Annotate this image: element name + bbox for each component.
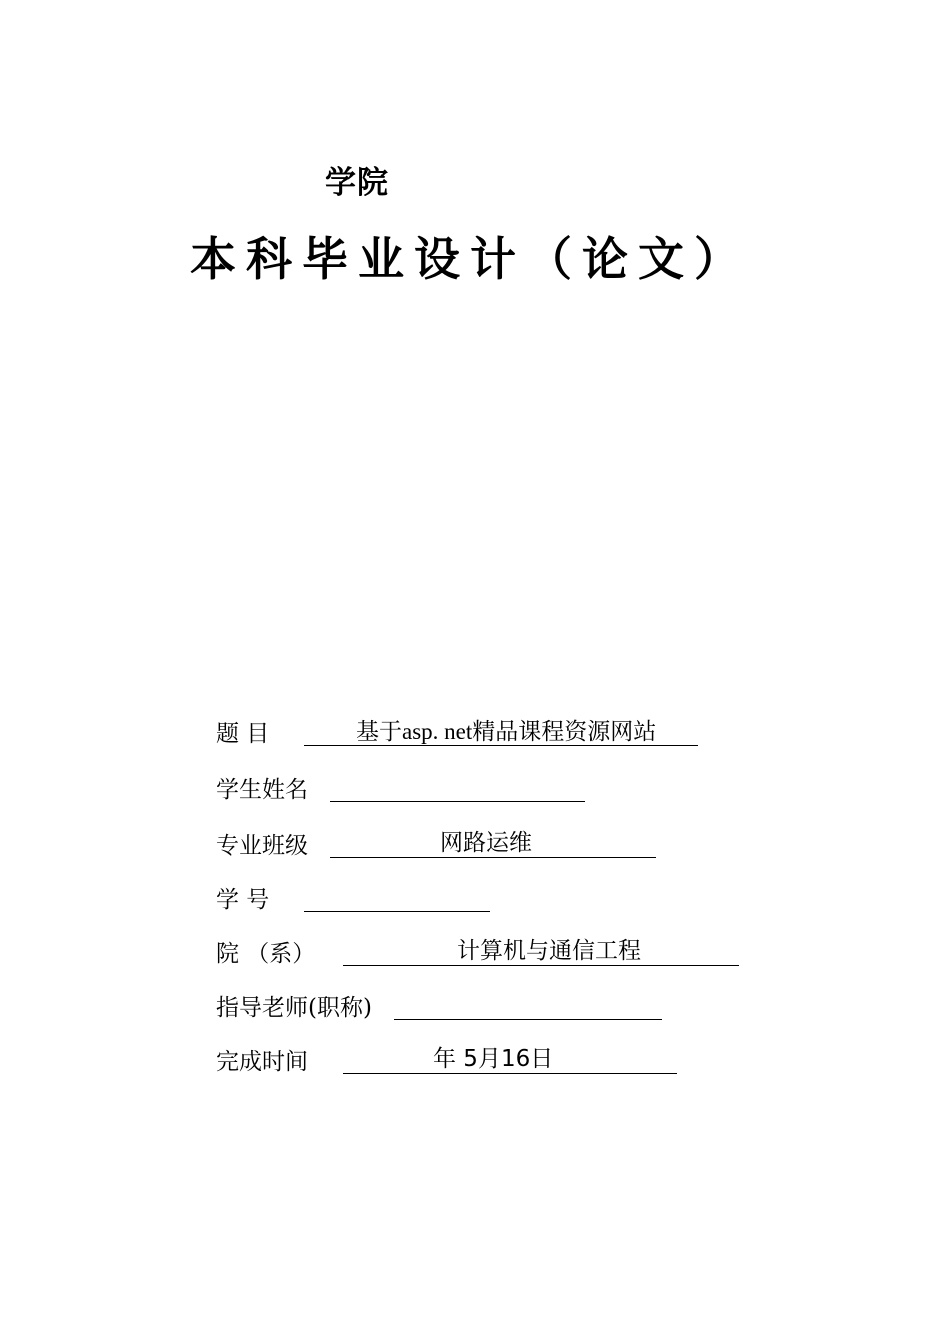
topic-value: 基于asp. net精品课程资源网站 <box>356 719 657 744</box>
department-row <box>216 936 739 966</box>
department-label: 院 （系） <box>216 941 316 967</box>
student-name-line <box>330 776 585 802</box>
completion-line <box>343 1048 677 1074</box>
class-label: 专业班级 <box>216 833 308 859</box>
document-title: 本科毕业设计（论文） <box>190 232 750 286</box>
department-line <box>343 940 739 966</box>
class-value: 网路运维 <box>440 830 532 856</box>
student-name-row <box>216 772 585 802</box>
completion-row <box>216 1044 677 1074</box>
student-id-label: 学 号 <box>216 887 270 913</box>
student-id-row <box>216 882 490 912</box>
topic-row <box>216 716 698 746</box>
class-row <box>216 828 656 858</box>
completion-label: 完成时间 <box>216 1049 308 1075</box>
school-name: 学院 <box>325 165 389 201</box>
topic-line <box>304 720 698 746</box>
student-name-label: 学生姓名 <box>216 777 308 803</box>
student-id-line <box>304 886 490 912</box>
completion-value: 年 5月16日 <box>433 1046 554 1072</box>
advisor-line <box>394 994 662 1020</box>
class-line <box>330 832 656 858</box>
topic-label: 题 目 <box>216 721 270 747</box>
department-value: 计算机与通信工程 <box>457 938 641 964</box>
advisor-label: 指导老师(职称) <box>216 995 372 1021</box>
advisor-row <box>216 990 662 1020</box>
